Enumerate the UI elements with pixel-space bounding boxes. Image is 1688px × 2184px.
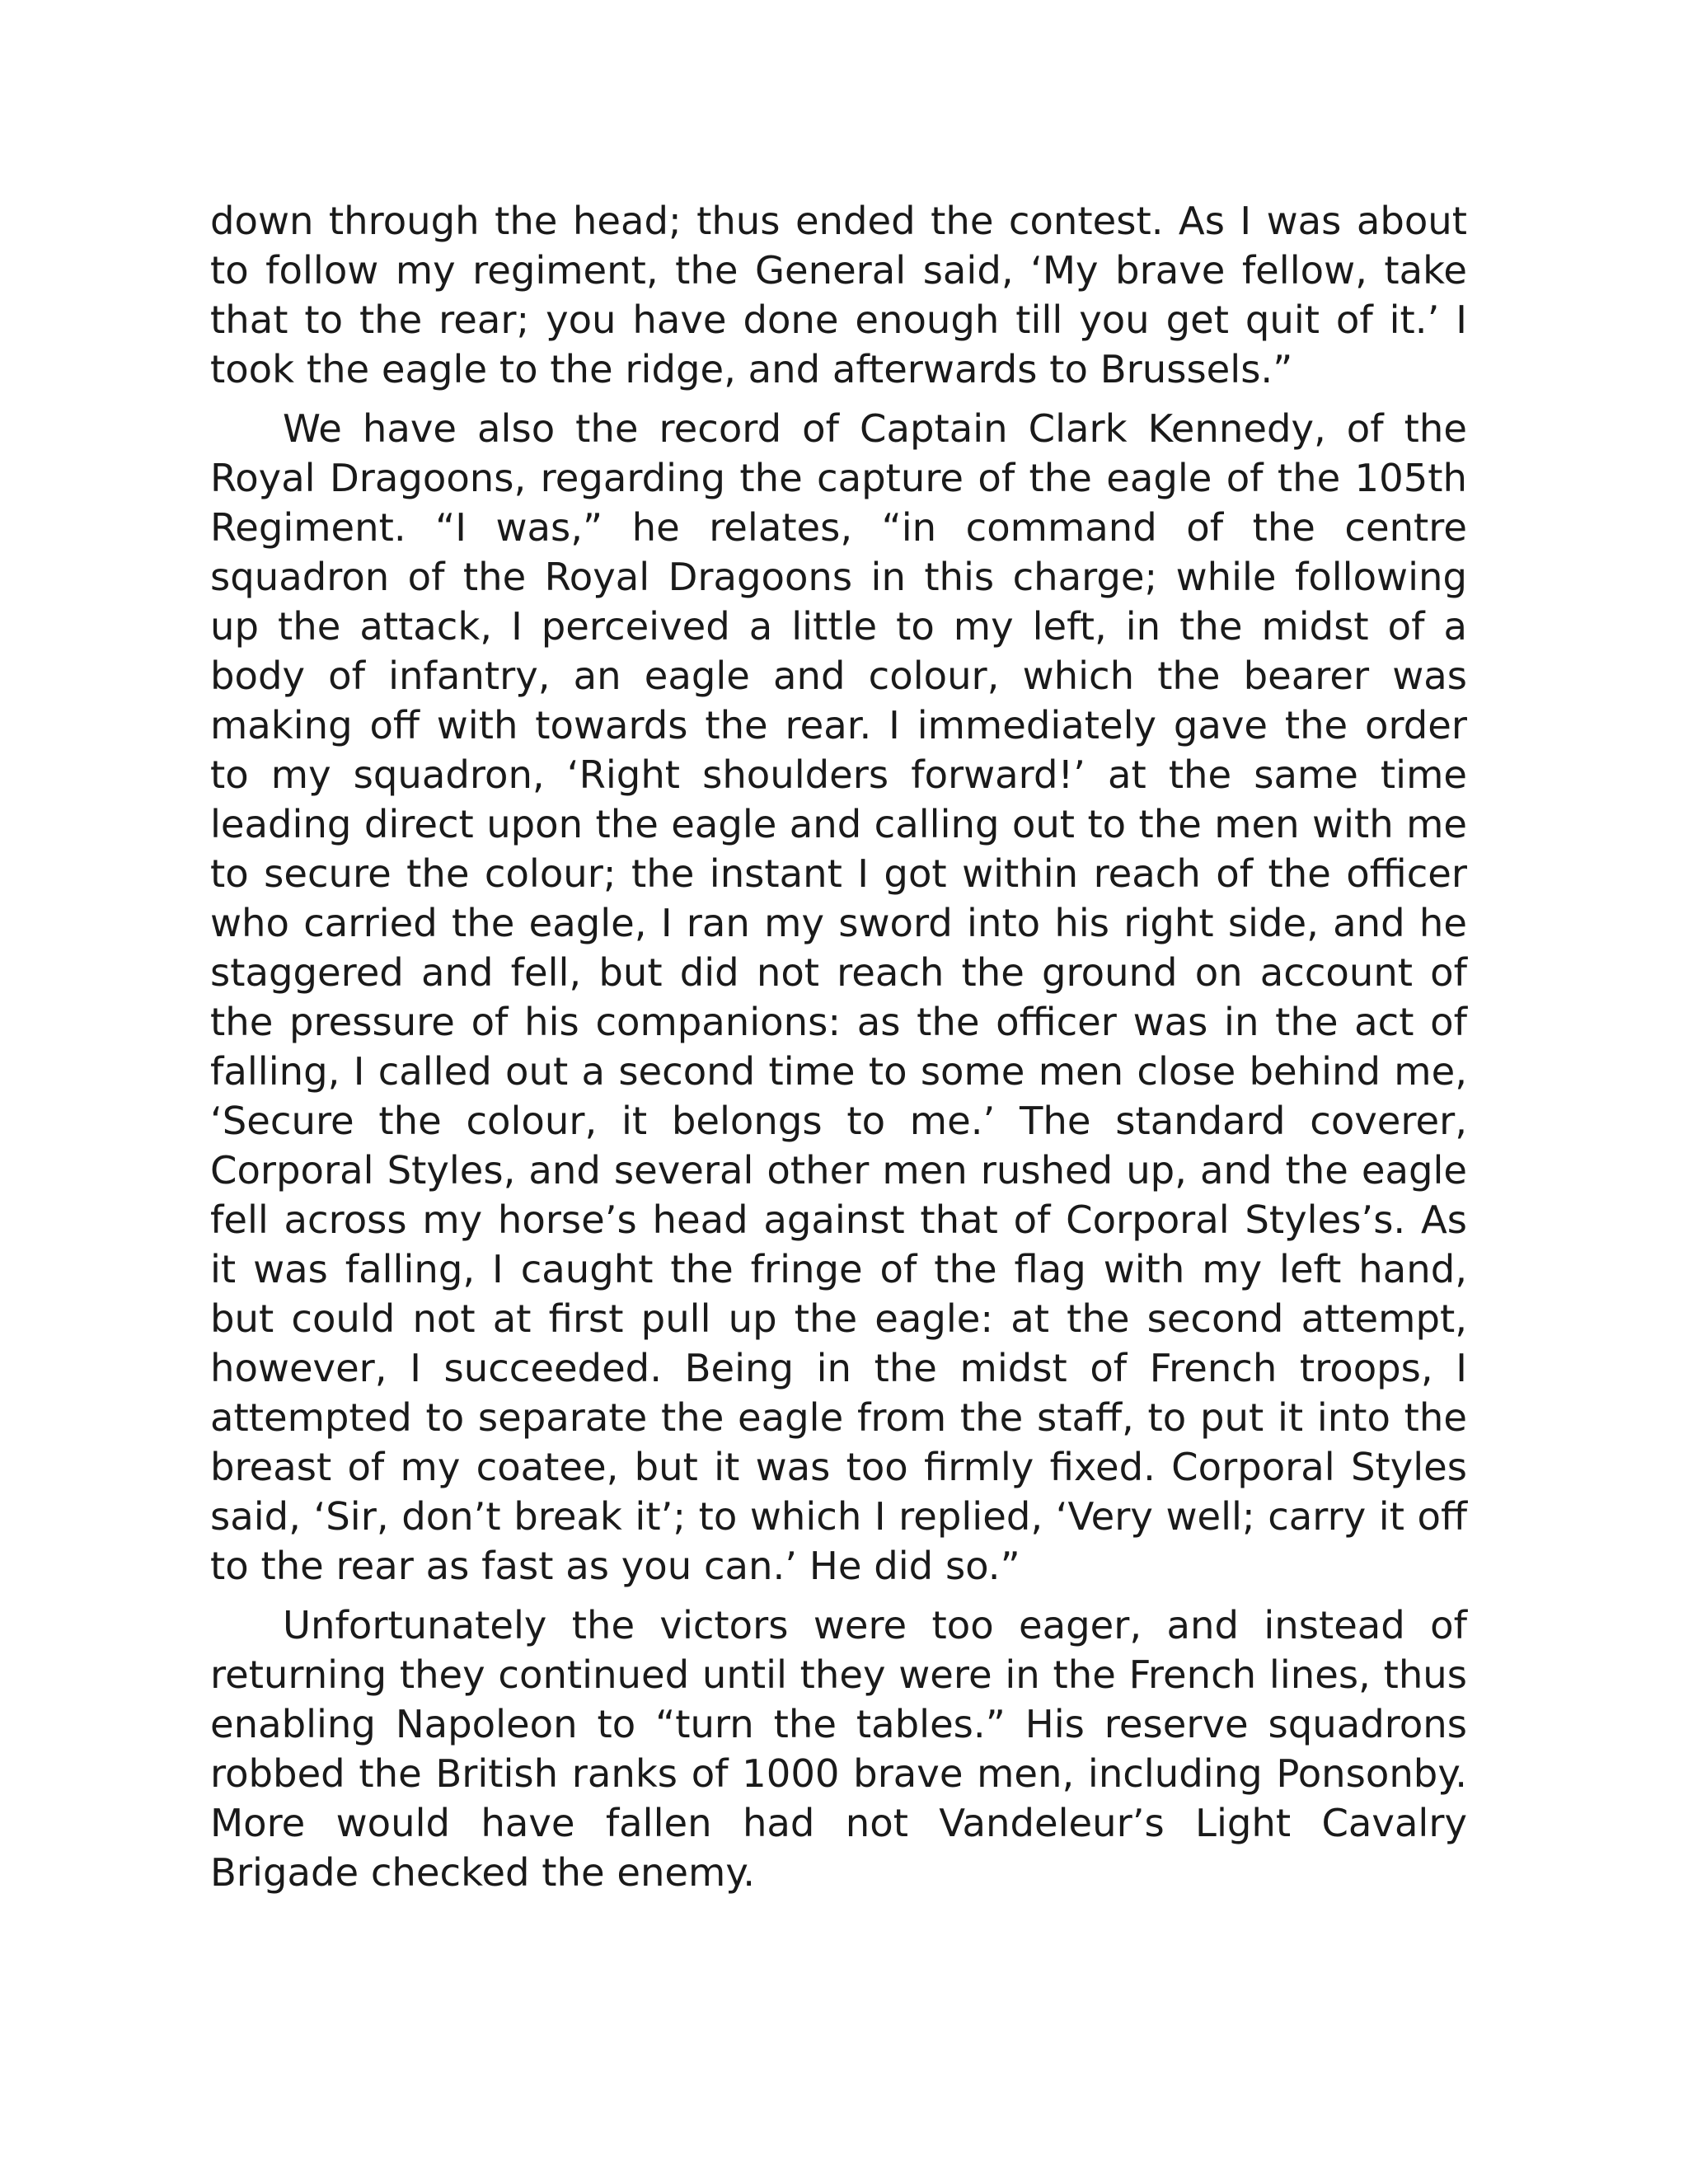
page-body xyxy=(210,196,1467,1907)
paragraph-continued: down through the head; thus ended the contest. As I was about to follow my regiment, the General said, ‘My brave fellow, take that to the rear; you have done enough till you get quit of it.’ I took the eagle to the ridge, and afterwards to Brussels.” xyxy=(210,199,1467,391)
paragraph-victors-too-eager: Unfortunately the victors were too eager, and instead of returning they continued until they were in the French lines, thus enabling Napoleon to “turn the tables.” His reserve squadrons robbed the British ranks of 1000 brave men, including Ponsonby. More would have fallen had not Vandeleur’s Light Cavalry Brigade checked the enemy. xyxy=(210,1603,1467,1895)
paragraph-clark-kennedy-record: We have also the record of Captain Clark Kennedy, of the Royal Dragoons, regarding the capture of the eagle of the 105th Regiment. “I was,” he relates, “in command of the centre squadron of the Royal Dragoons in this charge; while following up the attack, I perceived a little to my left, in the midst of a body of infantry, an eagle and colour, which the bearer was making off with towards the rear. I immediately gave the order to my squadron, ‘Right shoulders forward!’ at the same time leading direct upon the eagle and calling out to the men with me to secure the colour; the instant I got within reach of the officer who carried the eagle, I ran my sword into his right side, and he staggered and fell, but did not reach the ground on account of the pressure of his companions: as the officer was in the act of falling, I called out a second time to some men close behind me, ‘Secure the colour, it belongs to me.’ The standard coverer, Corporal Styles, and several other men rushed up, and the eagle fell across my horse’s head against that of Corporal Styles’s. As it was falling, I caught the fringe of the flag with my left hand, but could not at first pull up the eagle: at the second attempt, however, I succeeded. Being in the midst of French troops, I attempted to separate the eagle from the staff, to put it into the breast of my coatee, but it was too firmly fixed. Corporal Styles said, ‘Sir, don’t break it’; to which I replied, ‘Very well; carry it off to the rear as fast as you can.’ He did so.” xyxy=(210,406,1467,1588)
